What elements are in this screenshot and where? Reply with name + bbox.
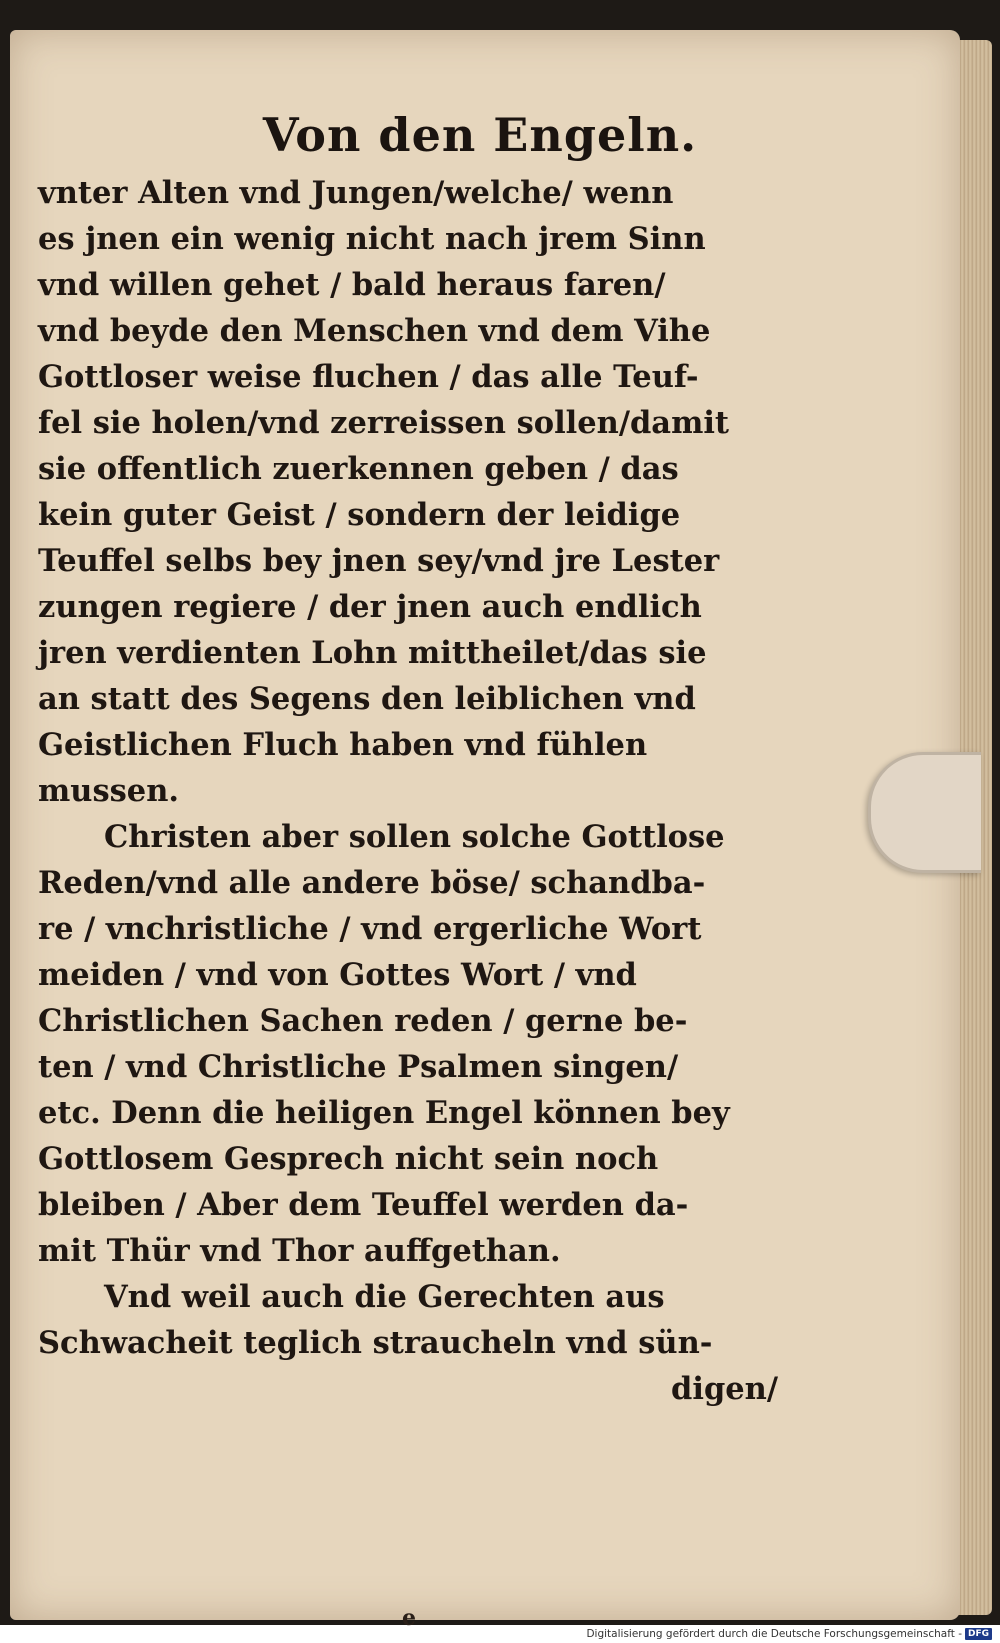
text-line: mit Thür vnd Thor auffgethan. [38,1233,561,1269]
catchword: digen/ [671,1371,778,1407]
text-line: Gottlosem Gesprech nicht sein noch [38,1141,659,1177]
text-line: vnd beyde den Menschen vnd dem Vihe [38,313,711,349]
page-title: Von den Engeln. [262,108,698,162]
text-line: ten / vnd Christliche Psalmen singen/ [38,1049,679,1085]
text-line: an statt des Segens den leiblichen vnd [38,681,696,717]
text-line: re / vnchristliche / vnd ergerliche Wort [38,911,702,947]
signature-mark: e [402,1605,416,1631]
text-line: vnd willen gehet / bald heraus faren/ [38,267,666,303]
footer [586,1626,992,1642]
text-line: fel sie holen/vnd zerreissen sollen/damit [38,405,730,441]
text-line: etc. Denn die heiligen Engel können bey [38,1095,730,1131]
text-line: Schwacheit teglich straucheln vnd sün- [38,1325,713,1361]
text-line: kein guter Geist / sondern der leidige [38,497,681,533]
text-line: es jnen ein wenig nicht nach jrem Sinn [38,221,706,257]
dfg-logo: DFG [965,1628,992,1640]
text-line: Christen aber sollen solche Gottlose [104,819,725,855]
text-line: Vnd weil auch die Gerechten aus [104,1279,665,1315]
text-line: sie offentlich zuerkennen geben / das [38,451,679,487]
footer-text: Digitalisierung gefördert durch die Deutsche Forschungsgemeinschaft - [586,1628,962,1640]
text-line: Gottloser weise fluchen / das alle Teuf- [38,359,699,395]
text-line: vnter Alten vnd Jungen/welche/ wenn [38,175,674,211]
text-line: meiden / vnd von Gottes Wort / vnd [38,957,637,993]
book-page [10,30,960,1631]
text-line: Christlichen Sachen reden / gerne be- [38,1003,688,1039]
text-line: bleiben / Aber dem Teuffel werden da- [38,1187,689,1223]
text-line: Geistlichen Fluch haben vnd fühlen [38,727,648,763]
text-line: zungen regiere / der jnen auch endlich [38,589,702,625]
text-line: Teuffel selbs bey jnen sey/vnd jre Lester [38,543,720,579]
body-text [38,170,778,1412]
text-line: Reden/vnd alle andere böse/ schandba- [38,865,706,901]
text-line: mussen. [38,773,179,809]
text-line: jren verdienten Lohn mittheilet/das sie [38,635,707,671]
page-clip [868,752,981,873]
